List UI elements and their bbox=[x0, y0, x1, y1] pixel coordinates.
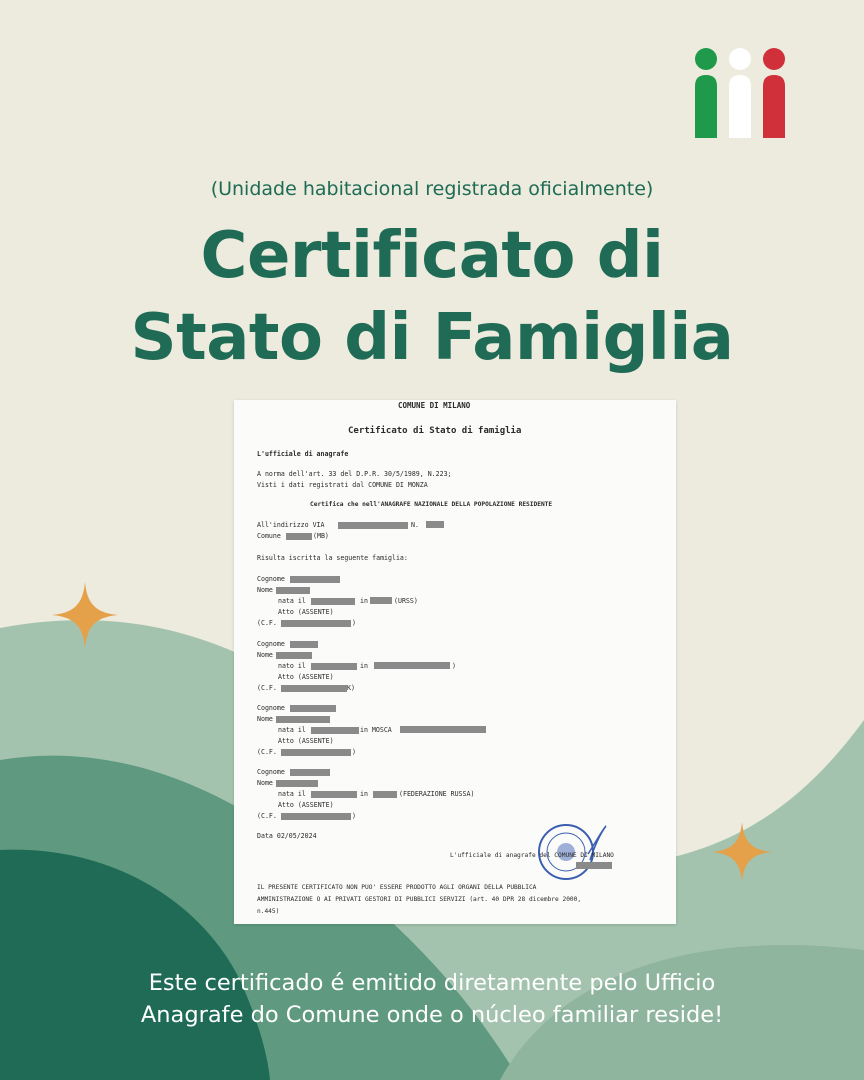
redaction bbox=[373, 791, 397, 798]
redaction bbox=[311, 598, 355, 605]
doc-nata: nata il bbox=[278, 790, 306, 798]
doc-atto: Atto (ASSENTE) bbox=[278, 608, 334, 616]
certificate-document bbox=[234, 400, 676, 924]
redaction bbox=[311, 727, 359, 734]
page-title-line2: Stato di Famiglia bbox=[130, 301, 734, 375]
doc-nome: Nome bbox=[257, 779, 273, 787]
doc-ufficiale: L'ufficiale di anagrafe bbox=[257, 450, 349, 458]
doc-heading: Certificato di Stato di famiglia bbox=[348, 426, 522, 436]
subtitle: (Unidade habitacional registrada oficialmente) bbox=[210, 178, 654, 200]
doc-nata: nata il bbox=[278, 726, 306, 734]
redaction bbox=[311, 663, 357, 670]
redaction bbox=[276, 716, 330, 723]
doc-cf-end: ) bbox=[352, 619, 356, 627]
sparkle-icon bbox=[712, 822, 772, 882]
redaction bbox=[311, 791, 357, 798]
doc-in: in bbox=[360, 597, 368, 605]
doc-cognome: Cognome bbox=[257, 704, 285, 712]
doc-cf-end: ) bbox=[352, 812, 356, 820]
doc-nata: nata il bbox=[278, 597, 306, 605]
doc-cf-end: K) bbox=[347, 684, 355, 692]
doc-certifica: Certifica che nell'ANAGRAFE NAZIONALE DELLA POPOLAZIONE RESIDENTE bbox=[310, 501, 553, 508]
redaction bbox=[281, 749, 351, 756]
redaction bbox=[576, 862, 612, 869]
doc-in: in bbox=[360, 790, 368, 798]
redaction bbox=[370, 597, 392, 604]
redaction bbox=[400, 726, 486, 733]
doc-notice-line2: AMMINISTRAZIONE O AI PRIVATI GESTORI DI PUBBLICI SERVIZI (art. 40 DPR 28 dicembre 2000, bbox=[257, 896, 582, 903]
doc-cognome: Cognome bbox=[257, 768, 285, 776]
doc-cognome: Cognome bbox=[257, 575, 285, 583]
doc-risulta: Risulta iscritta la seguente famiglia: bbox=[257, 554, 408, 562]
redaction bbox=[276, 652, 312, 659]
doc-visti: Visti i dati registrati dal COMUNE DI MONZA bbox=[257, 481, 428, 489]
redaction bbox=[290, 641, 318, 648]
redaction bbox=[286, 533, 312, 540]
doc-nome: Nome bbox=[257, 651, 273, 659]
doc-atto: Atto (ASSENTE) bbox=[278, 737, 334, 745]
doc-notice-line3: n.445) bbox=[257, 908, 280, 915]
doc-cognome: Cognome bbox=[257, 640, 285, 648]
doc-in: in MOSCA bbox=[360, 726, 392, 734]
redaction bbox=[290, 705, 336, 712]
doc-signature: L'ufficiale di anagrafe del COMUNE DI MILANO bbox=[450, 852, 614, 859]
doc-place: (FEDERAZIONE RUSSA) bbox=[399, 790, 475, 798]
doc-cf: (C.F. bbox=[257, 619, 277, 627]
doc-cf: (C.F. bbox=[257, 812, 277, 820]
doc-place: ) bbox=[452, 662, 456, 670]
doc-indirizzo-n: N. bbox=[411, 521, 419, 529]
doc-comune-prov: (MB) bbox=[313, 532, 329, 540]
page-title-line1: Certificato di bbox=[200, 219, 664, 293]
redaction bbox=[276, 587, 310, 594]
redaction bbox=[290, 576, 340, 583]
footer-line1: Este certificado é emitido diretamente pelo Ufficio bbox=[148, 970, 716, 996]
doc-comune-label: Comune bbox=[257, 532, 281, 540]
doc-date: Data 02/05/2024 bbox=[257, 832, 317, 840]
redaction bbox=[374, 662, 450, 669]
redaction bbox=[426, 521, 444, 528]
doc-indirizzo-label: All'indirizzo VIA bbox=[257, 521, 325, 529]
footer-line2: Anagrafe do Comune onde o núcleo familiar reside! bbox=[140, 1002, 724, 1028]
doc-atto: Atto (ASSENTE) bbox=[278, 673, 334, 681]
doc-comune: COMUNE DI MILANO bbox=[398, 401, 471, 410]
redaction bbox=[276, 780, 318, 787]
italian-family-figures-icon bbox=[694, 48, 790, 140]
doc-nata: nato il bbox=[278, 662, 306, 670]
doc-in: in bbox=[360, 662, 368, 670]
doc-nome: Nome bbox=[257, 586, 273, 594]
redaction bbox=[281, 620, 351, 627]
doc-notice-line1: IL PRESENTE CERTIFICATO NON PUO' ESSERE PRODOTTO AGLI ORGANI DELLA PUBBLICA bbox=[257, 884, 537, 891]
sparkle-icon bbox=[52, 582, 118, 648]
doc-norma: A norma dell'art. 33 del D.P.R. 30/5/1989, N.223; bbox=[257, 470, 452, 478]
doc-cf: (C.F. bbox=[257, 684, 277, 692]
doc-cf: (C.F. bbox=[257, 748, 277, 756]
doc-place: (URSS) bbox=[394, 597, 418, 605]
doc-nome: Nome bbox=[257, 715, 273, 723]
doc-cf-end: ) bbox=[352, 748, 356, 756]
doc-atto: Atto (ASSENTE) bbox=[278, 801, 334, 809]
redaction bbox=[338, 522, 408, 529]
redaction bbox=[281, 685, 347, 692]
redaction bbox=[290, 769, 330, 776]
redaction bbox=[281, 813, 351, 820]
